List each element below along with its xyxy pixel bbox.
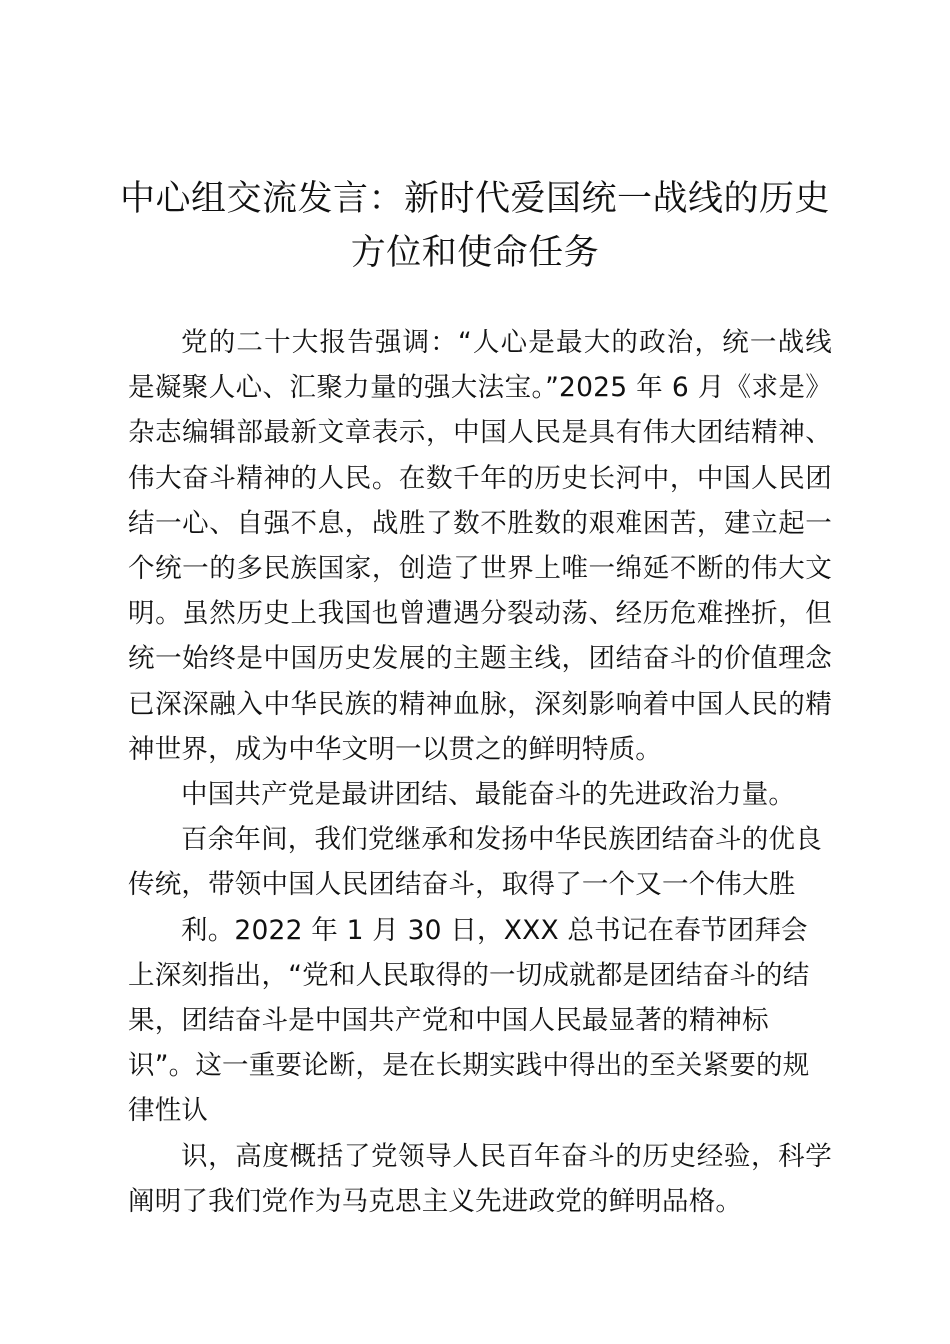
paragraph-1: 党的二十大报告强调：“人心是最大的政治，统一战线是凝聚人心、汇聚力量的强大法宝。”2025 年 6 月《求是》杂志编辑部最新文章表示，中国人民是具有伟大团结精神、伟大奋斗精神的人民。在数千年的历史长河中，中国人民团结一心、自强不息，战胜了数不胜数的艰难困苦，建立起一个统一的多民族国家，创造了世界上唯一绵延不断的伟大文明。虽然历史上我国也曾遭遇分裂动荡、经历危难挫折，但统一始终是中国历史发展的主题主线，团结奋斗的价值理念已深深融入中华民族的精神血脉，深刻影响着中国人民的精神世界，成为中华文明一以贯之的鲜明特质。 <box>128 327 832 765</box>
title-line-1: 中心组交流发言：新时代爱国统一战线的历史 <box>119 179 830 219</box>
document-body <box>128 320 832 1224</box>
paragraph-3: 百余年间，我们党继承和发扬中华民族团结奋斗的优良传统，带领中国人民团结奋斗，取得了一个又一个伟大胜 <box>128 824 822 901</box>
paragraph-5: 识，高度概括了党领导人民百年奋斗的历史经验，科学阐明了我们党作为马克思主义先进政党的鲜明品格。 <box>128 1140 832 1217</box>
document-title <box>100 172 850 280</box>
paragraph-2: 中国共产党是最讲团结、最能奋斗的先进政治力量。 <box>181 779 796 811</box>
paragraph-4: 利。2022 年 1 月 30 日，XXX 总书记在春节团拜会上深刻指出，“党和人民取得的一切成就都是团结奋斗的结果，团结奋斗是中国共产党和中国人民最显著的精神标识”。这一重要论断，是在长期实践中得出的至关紧要的规律性认 <box>128 914 810 1127</box>
title-line-2: 方位和使命任务 <box>350 233 600 273</box>
